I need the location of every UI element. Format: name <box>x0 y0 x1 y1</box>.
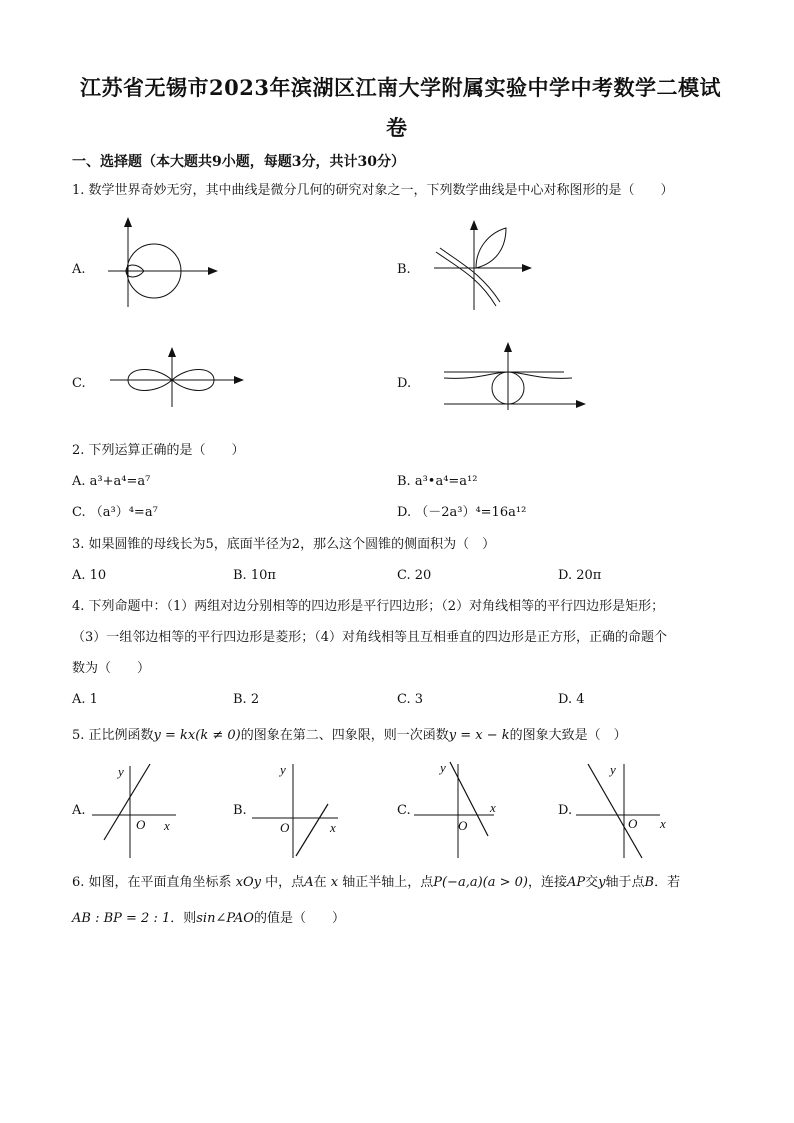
q5c-y-label: y <box>440 760 446 775</box>
q6-t11: 交 <box>585 875 599 890</box>
question-6-line-1 <box>72 876 680 889</box>
question-1-stem: 1. 数学世界奇妙无穷，其中曲线是微分几何的研究对象之一，下列数学曲线是中心对称图形的是（ ） <box>72 183 674 198</box>
q6-t13: 轴于点 <box>605 875 645 890</box>
q5-graph-d <box>576 760 671 860</box>
page-title-continued: 卷 <box>386 115 408 140</box>
q3-option-b: B. 10π <box>233 568 276 583</box>
q5b-x-label: x <box>330 820 336 835</box>
q1-figure-b <box>434 218 544 313</box>
q6-sin: sin∠PAO <box>196 911 254 926</box>
q4-option-c: C. 3 <box>397 692 424 707</box>
q5-formula-2: y = x − k <box>448 728 510 743</box>
q5-graph-b <box>252 760 347 860</box>
q6-t7: 轴正半轴上，点 <box>342 875 434 890</box>
q3-option-a: A. 10 <box>72 568 107 583</box>
q5-option-a-label: A. <box>72 803 86 818</box>
q6-ratio: AB : BP = 2 : 1 <box>72 911 171 926</box>
q1-option-a-label: A. <box>72 262 86 277</box>
question-2-stem: 2. 下列运算正确的是（ ） <box>72 443 245 458</box>
q6-t14: B <box>644 875 655 890</box>
q1-figure-d <box>440 340 590 412</box>
q3-option-c: C. 20 <box>397 568 432 583</box>
q6-t12: y <box>598 875 606 890</box>
q6-t16: ．则 <box>170 911 197 926</box>
question-4-line-1: 4. 下列命题中：（1）两组对边分别相等的四边形是平行四边形；（2）对角线相等的平行四边形是矩形； <box>72 599 665 614</box>
q1-figure-c <box>110 345 250 410</box>
q5c-origin-label: O <box>458 818 468 833</box>
q4-option-b: B. 2 <box>233 692 260 707</box>
q5d-y-label: y <box>610 762 616 777</box>
q5a-origin-label: O <box>136 817 146 832</box>
page-title: 江苏省无锡市2023年滨湖区江南大学附属实验中学中考数学二模试 <box>80 75 721 100</box>
q2-option-c: C. （a³）⁴=a⁷ <box>72 505 158 520</box>
q6-t3: 中，点 <box>265 875 305 890</box>
q5-option-c-label: C. <box>397 803 411 818</box>
question-3-stem: 3. 如果圆锥的母线长为5，底面半径为2，那么这个圆锥的侧面积为（ ） <box>72 537 496 552</box>
q5b-y-label: y <box>280 762 286 777</box>
q4-option-a: A. 1 <box>72 692 98 707</box>
q5b-origin-label: O <box>280 820 290 835</box>
q6-t8: P(−a,a)(a > 0) <box>433 875 528 890</box>
q5d-x-label: x <box>660 816 666 831</box>
q1-option-b-label: B. <box>397 262 411 277</box>
question-5-stem <box>72 729 627 742</box>
q5-graph-c <box>414 760 509 860</box>
q6-t15: ．若 <box>654 875 681 890</box>
q2-option-d: D. （－2a³）⁴=16a¹² <box>397 505 527 520</box>
q6-t4: A <box>304 875 314 890</box>
q6-t10: AP <box>567 875 586 890</box>
question-4-line-3: 数为（ ） <box>72 661 151 676</box>
q5a-x-label: x <box>164 818 170 833</box>
q1-figure-a <box>108 215 228 315</box>
q3-option-d: D. 20π <box>558 568 602 583</box>
q5-graph-a <box>92 760 182 860</box>
q6-t1: 6. 如图，在平面直角坐标系 <box>72 875 232 890</box>
q6-t17: 的值是（ ） <box>253 911 345 926</box>
q4-option-d: D. 4 <box>558 692 585 707</box>
q5-formula-1: y = kx(k ≠ 0) <box>153 728 241 743</box>
q5-text-1: 5. 正比例函数 <box>72 728 154 743</box>
q6-t5: 在 <box>313 875 327 890</box>
section-heading: 一、选择题（本大题共9小题，每题3分，共计30分） <box>72 154 405 170</box>
q1-option-d-label: D. <box>397 376 412 391</box>
q6-t6: x <box>330 875 339 890</box>
q1-option-c-label: C. <box>72 376 86 391</box>
q5d-origin-label: O <box>628 816 638 831</box>
q2-option-a: A. a³+a⁴=a⁷ <box>72 474 151 489</box>
q2-option-b: B. a³•a⁴=a¹² <box>397 474 478 489</box>
question-6-line-2 <box>72 912 345 925</box>
q5-option-d-label: D. <box>558 803 573 818</box>
q5-text-3: 的图象大致是（ ） <box>509 728 627 743</box>
q6-t2: xOy <box>235 875 262 890</box>
q6-t9: ，连接 <box>527 875 567 890</box>
q5a-y-label: y <box>118 764 124 779</box>
q5c-x-label: x <box>490 800 496 815</box>
q5-option-b-label: B. <box>233 803 247 818</box>
q5-text-2: 的图象在第二、四象限，则一次函数 <box>240 728 449 743</box>
question-4-line-2: （3）一组邻边相等的平行四边形是菱形；（4）对角线相等且互相垂直的四边形是正方形，正确的命题个 <box>72 630 668 645</box>
